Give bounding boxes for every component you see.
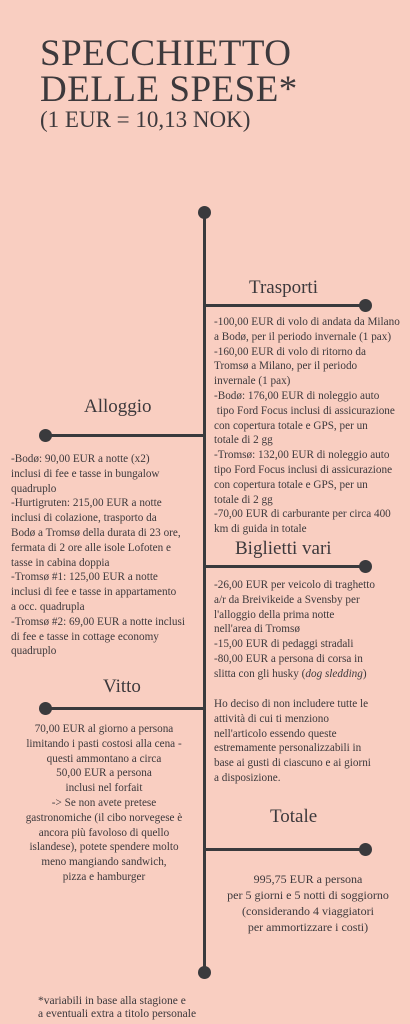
trasporti-heading: Trasporti: [249, 277, 318, 298]
text-line: limitando i pasti costosi alla cena -: [26, 737, 182, 750]
totale-connector: [205, 848, 365, 851]
text-line: per ammortizzare i costi): [247, 920, 369, 934]
vitto-text: [6, 722, 202, 885]
vitto-connector: [45, 707, 205, 710]
biglietti-dot: [359, 560, 372, 573]
title-line-2: DELLE SPESE*: [40, 69, 298, 110]
biglietti-heading: Biglietti vari: [235, 538, 332, 559]
text-line: (considerando 4 viaggiatori: [242, 904, 374, 918]
text-line: Tromsø a Milano, per il periodo: [214, 360, 358, 373]
text-fragment: slitta con gli husky: [214, 667, 302, 680]
text-line: quadruplo: [11, 645, 57, 658]
text-line: -26,00 EUR per veicolo di traghetto: [214, 579, 375, 591]
text-line: pizza e hamburger: [62, 870, 146, 883]
text-line: tipo Ford Focus inclusi di assicurazione: [214, 463, 393, 476]
footnote: [38, 995, 278, 1021]
text-line: totale di 2 gg: [214, 434, 273, 447]
text-line: 70,00 EUR al giorno a persona: [34, 723, 174, 735]
text-line: a disposizione.: [214, 771, 281, 784]
timeline-bottom-dot: [198, 966, 211, 979]
text-line: nell'articolo essendo queste: [214, 727, 337, 740]
text-line: -160,00 EUR di volo di ritorno da: [214, 345, 366, 358]
text-line: Bodø a Tromsø della durata di 23 ore,: [11, 526, 181, 539]
text-line: islandese), potete spendere molto: [29, 841, 179, 854]
text-line: ancora più favoloso di quello: [38, 826, 170, 839]
text-line: 995,75 EUR a persona: [253, 872, 363, 886]
text-line: -Tromsø: 132,00 EUR di noleggio auto: [214, 449, 390, 462]
text-fragment: ): [362, 667, 367, 680]
biglietti-connector: [205, 565, 365, 568]
text-line: di fee e tasse in cottage economy: [11, 630, 159, 643]
vitto-heading: Vitto: [103, 676, 141, 697]
text-line: -Tromsø #2: 69,00 EUR a notte inclusi: [11, 615, 185, 628]
text-line: -70,00 EUR di carburante per circa 400: [214, 508, 391, 521]
text-line: inclusi di colazione, trasporto da: [11, 512, 157, 525]
text-line: -15,00 EUR di pedaggi stradali: [214, 638, 354, 651]
text-line: [214, 667, 404, 682]
text-line: inclusi di fee e tasse in bungalow: [11, 467, 160, 480]
timeline-spine: [203, 212, 206, 970]
timeline-top-dot: [198, 206, 211, 219]
trasporti-connector: [205, 304, 365, 307]
text-line: nell'area di Tromsø: [214, 623, 300, 636]
text-line: questi ammontano a circa: [46, 752, 162, 765]
text-line: l'alloggio della prima notte: [214, 608, 335, 621]
text-line: fermata di 2 ore alle isole Lofoten e: [11, 541, 171, 554]
page-title: [40, 33, 298, 110]
text-line: meno mangiando sandwich,: [41, 856, 167, 869]
text-line: con copertura totale e GPS, per un: [214, 478, 368, 491]
text-line: Ho deciso di non includere tutte le: [214, 698, 369, 710]
text-line: -Bodø: 90,00 EUR a notte (x2): [11, 453, 150, 465]
alloggio-heading: Alloggio: [84, 396, 152, 417]
trasporti-text: [214, 315, 404, 537]
text-line: inclusi di fee e tasse in appartamento: [11, 586, 177, 599]
text-line: -80,00 EUR a persona di corsa in: [214, 652, 363, 665]
text-line: attività di cui ti menziono: [214, 712, 329, 725]
text-line: estremamente personalizzabili in: [214, 742, 362, 755]
text-line: 50,00 EUR a persona: [56, 767, 152, 780]
text-line: -Hurtigruten: 215,00 EUR a notte: [11, 497, 162, 510]
trasporti-dot: [359, 299, 372, 312]
text-line: invernale (1 pax): [214, 375, 291, 388]
text-line: inclusi nel forfait: [65, 782, 143, 795]
text-line: quadruplo: [11, 482, 57, 495]
text-line: per 5 giorni e 5 notti di soggiorno: [227, 888, 389, 902]
biglietti-note: [214, 697, 404, 786]
text-line: gastronomiche (il cibo norvegese è: [25, 811, 183, 824]
text-line: -> Se non avete pretese: [51, 796, 157, 809]
text-line: a/r da Breivikeide a Svensby per: [214, 593, 360, 606]
footnote-line: a eventuali extra a titolo personale: [38, 1008, 197, 1020]
vitto-dot: [39, 702, 52, 715]
text-line: a occ. quadrupla: [11, 600, 85, 613]
alloggio-dot: [39, 429, 52, 442]
text-line: tasse in cabina doppia: [11, 556, 110, 569]
text-line: base ai gusti di ciascuno e ai giorni: [214, 757, 371, 770]
exchange-rate: (1 EUR = 10,13 NOK): [40, 107, 251, 132]
text-fragment-italic: dog sledding: [305, 667, 363, 680]
text-line: tipo Ford Focus inclusi di assicurazione: [214, 404, 395, 417]
text-line: con copertura totale e GPS, per un: [214, 419, 368, 432]
text-line: -100,00 EUR di volo di andata da Milano: [214, 316, 400, 328]
text-line: totale di 2 gg: [214, 493, 273, 506]
text-line: -Tromsø #1: 125,00 EUR a notte: [11, 571, 158, 584]
alloggio-connector: [45, 434, 205, 437]
footnote-line: *variabili in base alla stagione e: [38, 995, 186, 1007]
text-fragment: (: [301, 667, 306, 680]
title-line-1: SPECCHIETTO: [40, 33, 292, 74]
alloggio-text: [11, 452, 201, 659]
text-line: km di guida in totale: [214, 523, 307, 536]
totale-heading: Totale: [270, 806, 318, 827]
biglietti-text: [214, 578, 404, 682]
text-line: a Bodø, per il periodo invernale (1 pax): [214, 330, 392, 343]
totale-text: [208, 871, 408, 935]
text-line: -Bodø: 176,00 EUR di noleggio auto: [214, 389, 380, 402]
totale-dot: [359, 843, 372, 856]
